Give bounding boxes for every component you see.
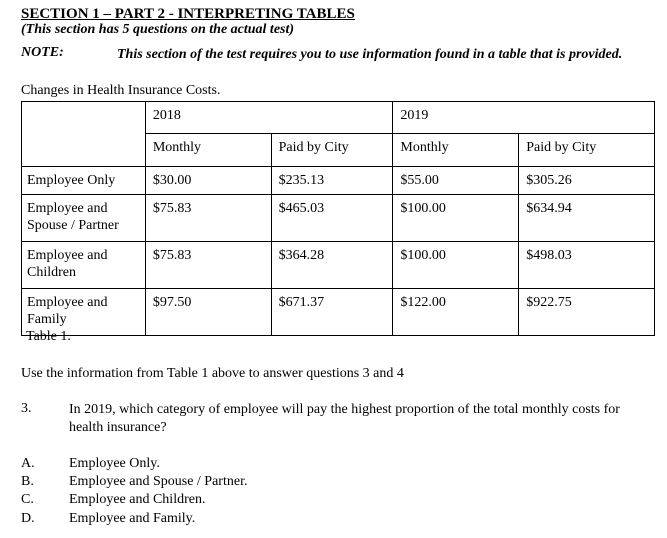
column-header: Paid by City	[271, 134, 393, 167]
table-cell: $100.00	[393, 242, 519, 289]
option-c[interactable]: Employee and Children.	[69, 492, 206, 507]
option-letter-d: D.	[21, 511, 35, 526]
table-row	[22, 242, 655, 289]
note-text: This section of the test requires you to use information found in a table that is provided.	[117, 47, 623, 62]
table-cell: $922.75	[519, 289, 655, 336]
row-category: Employee Only	[22, 167, 146, 195]
question-number: 3.	[21, 401, 32, 416]
section-title: SECTION 1 – PART 2 - INTERPRETING TABLES	[21, 6, 355, 22]
health-insurance-table	[21, 101, 655, 336]
column-header: Monthly	[393, 134, 519, 167]
option-letter-b: B.	[21, 474, 34, 489]
table-caption: Changes in Health Insurance Costs.	[21, 83, 221, 98]
option-d[interactable]: Employee and Family.	[69, 511, 196, 526]
table-cell: $75.83	[145, 195, 271, 242]
table-cell: $30.00	[145, 167, 271, 195]
instruction-text: Use the information from Table 1 above to answer questions 3 and 4	[21, 366, 404, 381]
year-2018-header: 2018	[145, 102, 393, 134]
option-a[interactable]: Employee Only.	[69, 456, 160, 471]
table-cell: $97.50	[145, 289, 271, 336]
table-cell: $634.94	[519, 195, 655, 242]
table-label: Table 1.	[26, 329, 71, 344]
table-cell: $122.00	[393, 289, 519, 336]
row-category: Employee and Children	[22, 242, 146, 289]
table-cell: $100.00	[393, 195, 519, 242]
question-text: In 2019, which category of employee will pay the highest proportion of the total monthly costs for health insurance?	[69, 402, 620, 435]
option-letter-a: A.	[21, 456, 35, 471]
table-cell: $465.03	[271, 195, 393, 242]
section-subtitle: (This section has 5 questions on the actual test)	[21, 22, 295, 37]
table-row	[22, 195, 655, 242]
table-cell: $498.03	[519, 242, 655, 289]
note-label: NOTE:	[21, 45, 64, 60]
option-letter-c: C.	[21, 492, 34, 507]
row-category: Employee and Family	[22, 289, 146, 336]
table-row	[22, 289, 655, 336]
table-cell: $235.13	[271, 167, 393, 195]
row-category: Employee and Spouse / Partner	[22, 195, 146, 242]
table-cell: $55.00	[393, 167, 519, 195]
column-header: Monthly	[145, 134, 271, 167]
table-cell: $305.26	[519, 167, 655, 195]
table-cell: $364.28	[271, 242, 393, 289]
table-cell: $75.83	[145, 242, 271, 289]
table-year-row	[22, 102, 655, 134]
table-row	[22, 167, 655, 195]
year-2019-header: 2019	[393, 102, 655, 134]
table-corner-cell	[22, 102, 146, 167]
table-cell: $671.37	[271, 289, 393, 336]
option-b[interactable]: Employee and Spouse / Partner.	[69, 474, 248, 489]
column-header: Paid by City	[519, 134, 655, 167]
